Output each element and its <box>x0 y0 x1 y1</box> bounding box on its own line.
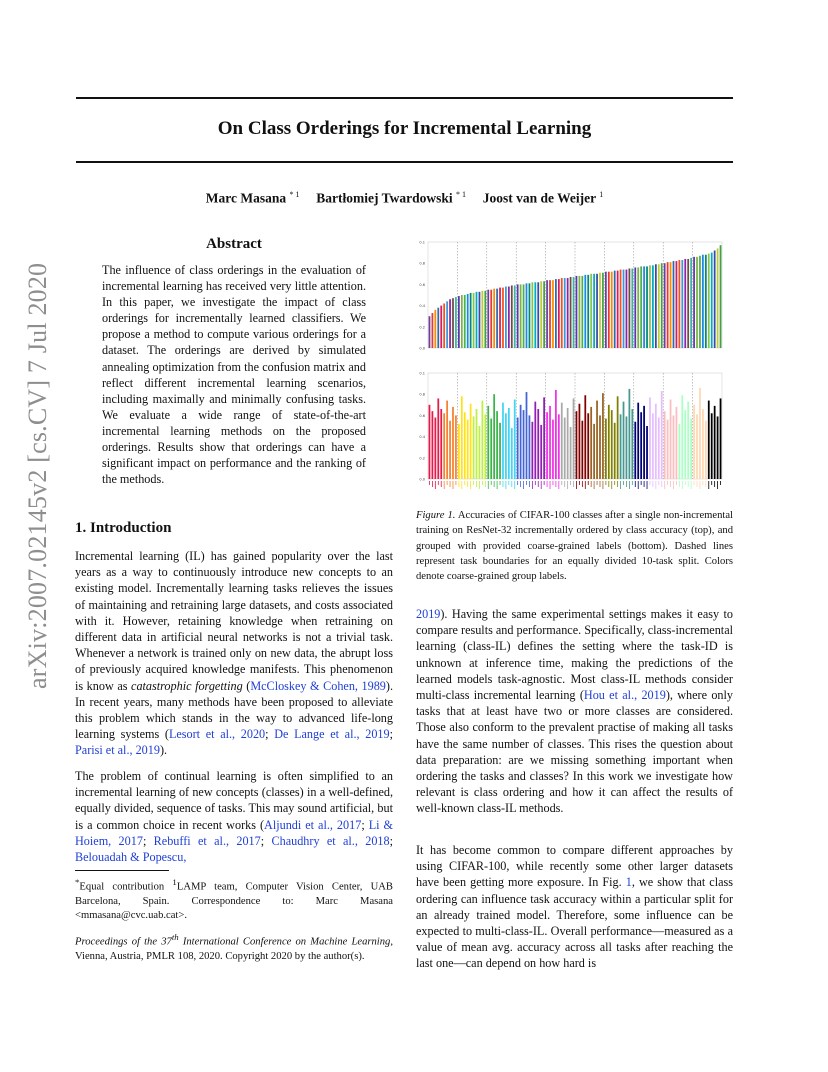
bar <box>634 267 636 348</box>
text-run: , Vienna, Austria, PMLR 108, 2020. Copyright 2020 by the author(s). <box>75 936 393 962</box>
bar <box>476 292 478 348</box>
bar <box>455 297 457 348</box>
bar <box>646 266 648 348</box>
citation-link[interactable]: Hou et al., 2019 <box>583 688 666 703</box>
bar <box>676 407 678 479</box>
author-name[interactable]: Bartłomiej Twardowski <box>316 190 453 206</box>
bar <box>581 421 583 479</box>
bar <box>667 262 669 348</box>
bar <box>629 389 631 479</box>
bar <box>540 281 542 348</box>
bar <box>549 280 551 348</box>
intro-paragraph-1 <box>75 548 393 759</box>
bar <box>629 269 631 349</box>
bar <box>693 405 695 479</box>
bar <box>664 411 666 479</box>
bar <box>526 392 528 479</box>
text-run: LAMP team, Computer Vision Center, UAB Barcelona, Spain. Correspondence to: Marc Masana <mmasana@cvc.uab.cat>. <box>75 881 393 922</box>
bar <box>696 414 698 479</box>
bar <box>531 282 533 348</box>
bar <box>484 414 486 479</box>
bar <box>467 420 469 479</box>
citation-link[interactable]: Belouadah & Popescu, <box>75 850 187 865</box>
bar <box>579 276 581 348</box>
bar <box>687 402 689 479</box>
bar <box>714 250 716 348</box>
bar <box>587 413 589 479</box>
bar <box>643 406 645 479</box>
bar <box>652 265 654 348</box>
bar <box>508 408 510 479</box>
text-run: ). <box>159 743 168 758</box>
bar <box>573 277 575 348</box>
bar <box>596 274 598 348</box>
bar <box>490 290 492 348</box>
text-run: International Conference on Machine Learning <box>178 936 391 948</box>
bar <box>482 291 484 348</box>
bar <box>443 413 445 479</box>
bar <box>434 310 436 348</box>
text-run: The problem of continual learning is often simplified to an incremental learning of new concepts (classes) in a well-defined, equally divided, sequence of tasks. This may sound artificial, but is a common choice in recent works ( <box>75 769 393 832</box>
bar <box>590 407 592 479</box>
author-list <box>76 190 733 207</box>
title-top-rule <box>76 97 733 99</box>
bar <box>549 406 551 479</box>
bar <box>676 261 678 348</box>
bar <box>584 395 586 479</box>
citation-link[interactable]: De Lange et al., 2019 <box>274 727 390 742</box>
text-run: ; <box>389 833 394 848</box>
citation-link[interactable]: Aljundi et al., 2017 <box>264 817 362 832</box>
bar <box>537 282 539 348</box>
bar <box>620 270 622 348</box>
bar <box>699 388 701 479</box>
citation-link[interactable]: Lesort et al., 2020 <box>168 727 266 742</box>
text-run: ; <box>361 817 369 832</box>
bar <box>487 406 489 479</box>
bar <box>514 400 516 480</box>
caption-text: Accuracies of CIFAR-100 classes after a single non-incremental training on ResNet-32 incrementally ordered by class accuracy (top), and grouped with provided coarse-grained labels (bottom). Dashed lines represent task boundaries for an equally divided 10-task split. Colors denote coarse-grained group labels. <box>416 510 733 583</box>
bar <box>579 404 581 479</box>
bar <box>452 298 454 348</box>
bar <box>482 401 484 479</box>
text-run: ; <box>260 833 272 848</box>
bar <box>479 292 481 348</box>
bar <box>714 406 716 479</box>
bar <box>505 287 507 348</box>
right-paragraph-1 <box>416 606 733 817</box>
text-run: ; <box>142 833 154 848</box>
text-run: ). In recent years, many methods have been proposed to alleviate this problem which stands in the way to advanced life-long learning systems ( <box>75 678 393 742</box>
bar <box>681 395 683 479</box>
bar <box>470 404 472 479</box>
proceedings-note <box>75 930 393 964</box>
citation-link[interactable]: Li & Hoiem, 2017 <box>75 817 394 848</box>
bar <box>452 407 454 479</box>
bar <box>496 289 498 348</box>
bar <box>490 419 492 479</box>
bar <box>720 398 722 479</box>
y-tick-label: 0.6 <box>419 282 425 287</box>
bar <box>570 427 572 479</box>
bar <box>502 403 504 479</box>
y-tick-label: 0.0 <box>419 346 425 351</box>
bar <box>493 394 495 479</box>
bar <box>711 413 713 479</box>
bar <box>449 421 451 479</box>
bar <box>678 260 680 348</box>
bar <box>537 409 539 479</box>
footnote-rule <box>75 870 169 871</box>
bar <box>708 254 710 348</box>
bar <box>652 413 654 479</box>
bar <box>429 405 431 479</box>
bar <box>567 278 569 348</box>
bar <box>555 279 557 348</box>
bar <box>473 293 475 348</box>
bar <box>464 295 466 348</box>
y-tick-label: 0.0 <box>419 477 425 482</box>
bar <box>711 253 713 348</box>
bar <box>664 263 666 348</box>
bar <box>670 400 672 480</box>
text-run: ( <box>242 678 251 693</box>
y-tick-label: 0.8 <box>419 261 425 266</box>
bar <box>717 416 719 479</box>
bar <box>540 425 542 479</box>
bar <box>520 284 522 348</box>
bar <box>449 299 451 348</box>
bar <box>614 423 616 479</box>
bar <box>514 285 516 348</box>
bar <box>446 401 448 479</box>
abstract-heading: Abstract <box>206 236 262 252</box>
bar <box>649 265 651 348</box>
bar <box>661 391 663 479</box>
bar <box>617 271 619 348</box>
bar <box>567 408 569 479</box>
bar <box>608 405 610 479</box>
bar <box>484 291 486 348</box>
bar <box>479 426 481 479</box>
bar <box>476 409 478 479</box>
bar <box>640 412 642 479</box>
bar <box>464 412 466 479</box>
bar <box>508 287 510 348</box>
bar <box>461 295 463 348</box>
figure-1-charts <box>416 236 733 498</box>
text-run: Proceedings of the 37 <box>75 936 172 948</box>
bar <box>552 280 554 348</box>
bar <box>702 409 704 479</box>
bar <box>467 294 469 348</box>
bar <box>602 393 604 479</box>
bar <box>684 410 686 479</box>
bar <box>631 409 633 479</box>
y-tick-label: 0.1 <box>419 240 425 245</box>
bar <box>543 281 545 348</box>
bar <box>443 303 445 348</box>
bar <box>429 316 431 348</box>
bar <box>605 272 607 348</box>
bar <box>432 411 434 479</box>
bar <box>640 266 642 348</box>
author-name[interactable]: Joost van de Weijer <box>482 190 596 206</box>
bar <box>658 418 660 479</box>
bar <box>546 280 548 348</box>
bar <box>523 410 525 479</box>
bar <box>561 278 563 348</box>
bar <box>611 272 613 348</box>
bar <box>564 418 566 479</box>
text-run: , we show that class ordering can influence task accuracy within a particular split for an already trained model. Therefore, some influence can be expected to multi-class-IL. Overall performance—measured as a value of mean avg. accuracy across all tasks after reaching the last one—can depend on how hard is <box>416 875 733 971</box>
bar <box>458 424 460 479</box>
title-bottom-rule <box>76 161 733 163</box>
bar <box>499 423 501 479</box>
bar <box>437 398 439 479</box>
bar <box>623 270 625 348</box>
footnote <box>75 875 393 924</box>
bar <box>511 285 513 348</box>
bar <box>437 308 439 348</box>
bar <box>473 416 475 479</box>
bar <box>623 402 625 479</box>
footnote-mark: * <box>75 877 80 887</box>
bar <box>626 270 628 348</box>
bar <box>487 290 489 348</box>
bar <box>593 424 595 479</box>
bar <box>661 263 663 348</box>
text-run: ), where only tasks that at least have two or more classes are considered. Those also conform to the prevalent practise of making all tasks have the same number of classes. This rises the question about data preparation: are we missing something important when ordering the tasks and classes? In this work we investigate how relevant is class ordering and how it can affect the results of well-known class-IL methods. <box>416 688 733 816</box>
bar <box>440 409 442 479</box>
y-tick-label: 0.6 <box>419 413 425 418</box>
bar <box>667 420 669 479</box>
bar <box>593 274 595 348</box>
bar <box>720 245 722 348</box>
text-run: Incremental learning (IL) has gained popularity over the last years as a way to continuously introduce new concepts to an existing model. Incrementally learning tasks relieves the issues of maintaining and retraining large datasets, and costs associated with it. However, retaining knowledge when retraining on different data in artificial neural networks is not a trivial task. Whenever a network is trained only on new data, the abrupt loss of previously acquired knowledge manifests. This phenomenon is know as <box>75 549 393 693</box>
bar <box>523 284 525 348</box>
bar <box>558 414 560 479</box>
intro-paragraph-2 <box>75 768 393 865</box>
bar <box>517 284 519 348</box>
bar <box>702 255 704 348</box>
bar <box>673 415 675 479</box>
bar <box>529 415 531 479</box>
bar <box>681 260 683 348</box>
bar <box>655 264 657 348</box>
bar <box>461 396 463 479</box>
bar <box>552 420 554 479</box>
bar <box>617 396 619 479</box>
bar <box>643 266 645 348</box>
bar <box>696 257 698 348</box>
bar <box>558 279 560 348</box>
bar <box>555 390 557 479</box>
bar <box>458 296 460 348</box>
figure-1 <box>416 236 733 498</box>
author-marks: 1 <box>599 190 604 199</box>
text-run: ). Having the same experimental settings makes it easy to compare results and performance. Specifically, class-incremental learning (class-IL) defines the setting where the task-ID is unknown at inference time, making the predictions of the learned models task-agnostic. Most class-IL methods consider multi-class incremental learning ( <box>416 607 733 703</box>
text-run: It has become common to compare different approaches by using CIFAR-100, while recently some other larger datasets have been getting more exposure. In Fig. <box>416 843 733 890</box>
abstract-text: The influence of class orderings in the evaluation of incremental learning has received very little attention. In this paper, we investigate the impact of class orderings for incrementally learned classifiers. We propose a method to compute various orderings for a dataset. The orderings are derived by simulated annealing optimization from the confusion matrix and reflect different incremental learning scenarios, including maximally and minimally confusing tasks. We evaluate a wide range of state-of-the-art incremental learning methods on the proposed orderings. Results show that orderings can have a significant impact on performance and the ranking of the methods. <box>102 263 366 487</box>
paper-title: On Class Orderings for Incremental Learning <box>217 118 592 139</box>
arxiv-identifier[interactable]: arXiv:2007.02145v2 [cs.CV] 7 Jul 2020 <box>23 262 52 689</box>
text-run: ; <box>265 727 275 742</box>
bar <box>678 424 680 479</box>
citation-link[interactable]: McCloskey & Cohen, 1989 <box>250 678 386 693</box>
bar <box>570 277 572 348</box>
citation-link[interactable]: 2019 <box>416 607 441 621</box>
bar <box>602 273 604 348</box>
bar <box>543 397 545 479</box>
bar <box>626 416 628 479</box>
bar <box>573 398 575 479</box>
bar <box>717 248 719 348</box>
bar <box>705 255 707 348</box>
figure-reference-link[interactable]: 1 <box>625 875 632 890</box>
bar <box>496 411 498 479</box>
footnote-mark: 1 <box>172 877 177 887</box>
bar <box>631 269 633 349</box>
bar <box>505 413 507 479</box>
author-marks: * 1 <box>456 190 466 199</box>
bar <box>576 411 578 479</box>
bar <box>534 282 536 348</box>
bar <box>605 419 607 479</box>
bar <box>590 274 592 348</box>
bar <box>517 418 519 479</box>
y-tick-label: 0.1 <box>419 371 425 376</box>
bar <box>693 257 695 348</box>
bar <box>655 404 657 479</box>
y-tick-label: 0.2 <box>419 456 425 461</box>
citation-link[interactable]: Chaudhry et al., 2018 <box>271 833 390 848</box>
bar <box>614 271 616 348</box>
bar <box>646 426 648 479</box>
bar <box>502 288 504 348</box>
y-tick-label: 0.4 <box>419 304 425 309</box>
bar <box>576 276 578 348</box>
section-heading-introduction: 1. Introduction <box>75 520 172 536</box>
bar <box>455 415 457 479</box>
bar <box>620 414 622 479</box>
bar <box>673 261 675 348</box>
figure-caption <box>416 508 733 584</box>
bar <box>470 293 472 348</box>
text-run: th <box>171 932 179 942</box>
bar <box>531 422 533 479</box>
bar <box>637 403 639 479</box>
emphasis-term: catastrophic forgetting <box>131 678 243 693</box>
bar <box>596 401 598 479</box>
y-tick-label: 0.2 <box>419 325 425 330</box>
text-run: Equal contribution <box>79 881 173 893</box>
bar <box>690 258 692 348</box>
bar <box>708 401 710 479</box>
bar <box>611 410 613 479</box>
bar <box>634 422 636 479</box>
bar <box>446 301 448 348</box>
y-tick-label: 0.8 <box>419 392 425 397</box>
bar <box>564 278 566 348</box>
caption-label: Figure 1. <box>416 510 456 521</box>
bar <box>434 418 436 479</box>
text-run: ; <box>389 727 393 742</box>
bar <box>658 264 660 348</box>
bar <box>581 276 583 348</box>
bar <box>511 428 513 479</box>
bar <box>529 283 531 348</box>
bar <box>637 267 639 348</box>
bar <box>493 289 495 348</box>
y-tick-label: 0.4 <box>419 435 425 440</box>
bar <box>520 405 522 479</box>
bar <box>684 259 686 348</box>
bar <box>499 288 501 348</box>
bar <box>546 412 548 479</box>
author-marks: * 1 <box>289 190 300 199</box>
bar <box>432 313 434 348</box>
bar <box>649 397 651 479</box>
bar <box>687 259 689 348</box>
bar <box>587 275 589 348</box>
citation-link[interactable]: Rebuffi et al., 2017 <box>153 833 261 848</box>
bar <box>670 262 672 348</box>
bar <box>584 275 586 348</box>
bar <box>608 272 610 348</box>
bar <box>690 419 692 479</box>
right-paragraph-2 <box>416 842 733 972</box>
bar <box>440 306 442 348</box>
bar <box>705 421 707 479</box>
citation-link[interactable]: Parisi et al., 2019 <box>75 743 160 758</box>
bar <box>599 415 601 479</box>
bar <box>699 256 701 348</box>
bar <box>526 283 528 348</box>
bar <box>599 273 601 348</box>
bar <box>534 402 536 479</box>
author-name[interactable]: Marc Masana <box>205 190 287 206</box>
bar <box>561 403 563 479</box>
